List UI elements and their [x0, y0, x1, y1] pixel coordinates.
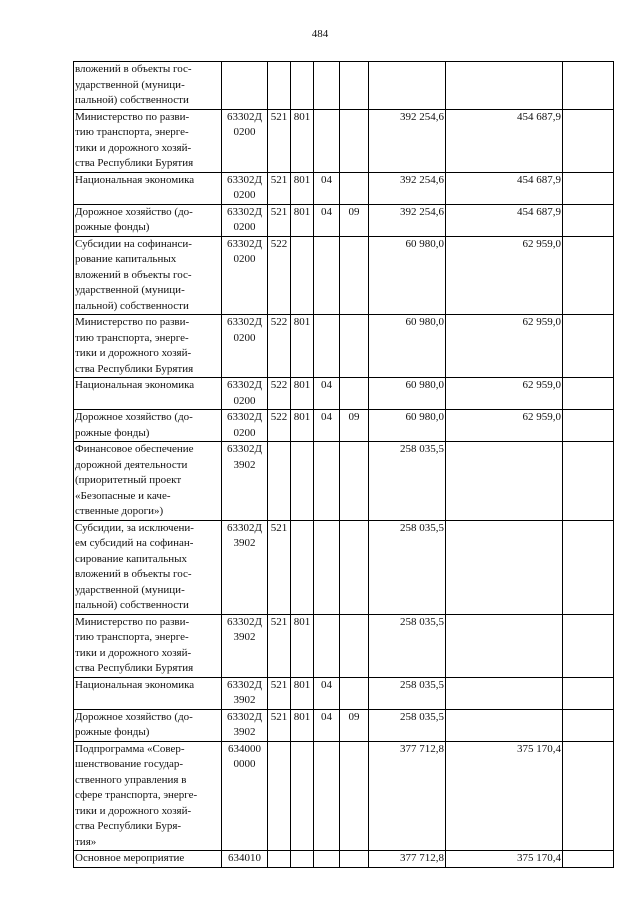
target-code-cell	[222, 204, 268, 236]
target-code-line: 0200	[233, 189, 256, 201]
amount-year2-cell: 454 687,9	[446, 172, 563, 204]
row-name-line: тики и дорожного хозяй-	[75, 347, 192, 359]
expense-type-cell: 521	[268, 204, 291, 236]
row-name-line: ственного управления в	[75, 773, 187, 786]
row-name-line: дорожной деятельности	[75, 458, 188, 471]
target-code-cell	[222, 410, 268, 442]
ministry-code-cell: 801	[291, 315, 314, 378]
target-code-line: 3902	[233, 694, 256, 706]
ministry-code-cell	[291, 442, 314, 521]
amount-year3-cell	[563, 741, 614, 851]
expense-type-cell	[268, 62, 291, 110]
subsection-cell	[340, 677, 369, 709]
row-name-line: тики и дорожного хозяй-	[75, 804, 192, 817]
amount-year3-cell	[563, 172, 614, 204]
row-name-line: Национальная экономика	[75, 678, 195, 691]
subsection-cell	[340, 851, 369, 868]
row-name-line: пальной) собственности	[75, 94, 189, 106]
target-code-cell	[222, 109, 268, 172]
row-name-line: тики и дорожного хозяй-	[75, 646, 192, 659]
table-row	[74, 236, 614, 315]
ministry-code-cell: 801	[291, 410, 314, 442]
expense-type-cell: 521	[268, 109, 291, 172]
amount-year2-cell: 62 959,0	[446, 236, 563, 315]
ministry-code-cell: 801	[291, 709, 314, 741]
ministry-code-cell: 801	[291, 109, 314, 172]
row-name-line: ударственной (муници-	[75, 583, 185, 596]
amount-year2-cell: 62 959,0	[446, 410, 563, 442]
amount-year1-cell: 258 035,5	[369, 709, 446, 741]
subsection-cell	[340, 378, 369, 410]
row-name-line: Министерство по разви-	[75, 316, 190, 328]
row-name-line: Национальная экономика	[75, 379, 195, 391]
row-name-line: Дорожное хозяйство (до-	[75, 411, 193, 423]
row-name-line: рожные фонды)	[75, 726, 150, 738]
amount-year1-cell: 258 035,5	[369, 677, 446, 709]
ministry-code-cell: 801	[291, 172, 314, 204]
subsection-cell	[340, 315, 369, 378]
target-code-line: 0200	[233, 426, 256, 439]
table-row	[74, 109, 614, 172]
row-name-line: тики и дорожного хозяй-	[75, 141, 192, 154]
row-name-line: «Безопасные и каче-	[75, 489, 171, 502]
expense-type-cell: 522	[268, 410, 291, 442]
ministry-code-cell: 801	[291, 378, 314, 410]
amount-year2-cell	[446, 442, 563, 521]
table-row	[74, 520, 614, 614]
table-row	[74, 709, 614, 741]
target-code-line: 63302Д	[226, 678, 262, 691]
subsection-cell	[340, 109, 369, 172]
amount-year2-cell: 375 170,4	[446, 741, 563, 851]
expense-type-cell: 521	[268, 172, 291, 204]
target-code-cell	[222, 741, 268, 851]
section-cell	[314, 315, 340, 378]
table-row	[74, 410, 614, 442]
section-cell	[314, 741, 340, 851]
target-code-cell	[222, 442, 268, 521]
row-name-line: ственные дороги»)	[75, 505, 164, 517]
subsection-cell	[340, 614, 369, 677]
row-name-line: тию транспорта, энерге-	[75, 126, 189, 138]
row-name-line: вложений в объекты гос-	[75, 268, 192, 281]
amount-year3-cell	[563, 315, 614, 378]
amount-year3-cell	[563, 442, 614, 521]
amount-year2-cell	[446, 520, 563, 614]
table-row	[74, 851, 614, 868]
amount-year1-cell: 392 254,6	[369, 204, 446, 236]
row-name-line: Министерство по разви-	[75, 615, 190, 628]
row-name-cell	[74, 410, 222, 442]
expense-type-cell	[268, 442, 291, 521]
target-code-line: 3902	[233, 726, 256, 738]
section-cell	[314, 236, 340, 315]
expense-type-cell: 521	[268, 709, 291, 741]
row-name-line: Подпрограмма «Совер-	[75, 742, 185, 755]
amount-year3-cell	[563, 614, 614, 677]
row-name-line: шенствование государ-	[75, 758, 184, 770]
row-name-line: пальной) собственности	[75, 299, 189, 312]
row-name-line: Основное мероприятие	[75, 852, 185, 864]
row-name-line: тию транспорта, энерге-	[75, 631, 189, 643]
ministry-code-cell: 801	[291, 614, 314, 677]
row-name-line: тию транспорта, энерге-	[75, 331, 189, 344]
subsection-cell: 09	[340, 204, 369, 236]
expense-type-cell: 522	[268, 378, 291, 410]
row-name-line: ударственной (муници-	[75, 284, 185, 296]
subsection-cell: 09	[340, 410, 369, 442]
target-code-line: 3902	[233, 458, 256, 471]
row-name-line: ства Республики Буря-	[75, 820, 182, 832]
amount-year2-cell: 62 959,0	[446, 378, 563, 410]
row-name-line: ем субсидий на софинан-	[75, 537, 194, 549]
row-name-line: Финансовое обеспечение	[75, 443, 194, 455]
amount-year1-cell: 60 980,0	[369, 410, 446, 442]
row-name-line: Национальная экономика	[75, 173, 195, 186]
row-name-cell	[74, 677, 222, 709]
row-name-line: тия»	[75, 835, 97, 848]
row-name-cell	[74, 851, 222, 868]
ministry-code-cell: 801	[291, 677, 314, 709]
target-code-line: 63302Д	[226, 521, 262, 534]
expense-type-cell	[268, 851, 291, 868]
table-row	[74, 442, 614, 521]
row-name-line: ства Республики Бурятия	[75, 662, 194, 674]
amount-year1-cell: 377 712,8	[369, 741, 446, 851]
table-row	[74, 315, 614, 378]
amount-year1-cell: 392 254,6	[369, 172, 446, 204]
row-name-line: Дорожное хозяйство (до-	[75, 710, 193, 723]
row-name-line: вложений в объекты гос-	[75, 63, 192, 75]
target-code-line: 63302Д	[226, 411, 262, 423]
target-code-line: 0200	[233, 253, 256, 265]
target-code-cell	[222, 62, 268, 110]
target-code-line: 3902	[233, 537, 256, 549]
amount-year2-cell	[446, 709, 563, 741]
row-name-line: рожные фонды)	[75, 426, 150, 439]
section-cell	[314, 520, 340, 614]
target-code-line: 634000	[228, 742, 261, 755]
section-cell	[314, 62, 340, 110]
row-name-line: сирование капитальных	[75, 552, 187, 565]
amount-year1-cell	[369, 62, 446, 110]
row-name-cell	[74, 741, 222, 851]
subsection-cell	[340, 236, 369, 315]
table-row	[74, 677, 614, 709]
amount-year1-cell: 392 254,6	[369, 109, 446, 172]
table-row	[74, 172, 614, 204]
row-name-cell	[74, 204, 222, 236]
target-code-line: 63302Д	[226, 615, 262, 628]
row-name-line: сфере транспорта, энерге-	[75, 789, 198, 801]
section-cell	[314, 442, 340, 521]
target-code-line: 63302Д	[226, 710, 262, 723]
amount-year3-cell	[563, 204, 614, 236]
row-name-line: ства Республики Бурятия	[75, 362, 194, 375]
row-name-cell	[74, 109, 222, 172]
amount-year3-cell	[563, 62, 614, 110]
row-name-cell	[74, 378, 222, 410]
amount-year1-cell: 60 980,0	[369, 378, 446, 410]
target-code-cell	[222, 520, 268, 614]
target-code-cell	[222, 172, 268, 204]
subsection-cell	[340, 442, 369, 521]
row-name-cell	[74, 614, 222, 677]
amount-year3-cell	[563, 109, 614, 172]
target-code-cell	[222, 378, 268, 410]
expense-type-cell: 521	[268, 520, 291, 614]
subsection-cell	[340, 172, 369, 204]
amount-year1-cell: 377 712,8	[369, 851, 446, 868]
amount-year1-cell: 60 980,0	[369, 315, 446, 378]
target-code-line: 63302Д	[226, 316, 262, 328]
row-name-line: ства Республики Бурятия	[75, 157, 194, 169]
target-code-line: 63302Д	[226, 379, 262, 391]
row-name-line: вложений в объекты гос-	[75, 568, 192, 580]
target-code-line: 63302Д	[226, 173, 262, 186]
section-cell: 04	[314, 410, 340, 442]
ministry-code-cell	[291, 62, 314, 110]
table-row	[74, 62, 614, 110]
expense-type-cell: 522	[268, 315, 291, 378]
target-code-line: 63302Д	[226, 443, 262, 455]
section-cell: 04	[314, 172, 340, 204]
section-cell: 04	[314, 709, 340, 741]
amount-year1-cell: 258 035,5	[369, 614, 446, 677]
amount-year1-cell: 60 980,0	[369, 236, 446, 315]
expense-type-cell: 521	[268, 677, 291, 709]
section-cell	[314, 851, 340, 868]
row-name-cell	[74, 442, 222, 521]
section-cell: 04	[314, 378, 340, 410]
amount-year2-cell: 454 687,9	[446, 109, 563, 172]
amount-year3-cell	[563, 677, 614, 709]
expense-type-cell: 522	[268, 236, 291, 315]
row-name-line: ударственной (муници-	[75, 78, 185, 91]
target-code-line: 0200	[233, 126, 256, 138]
target-code-cell	[222, 236, 268, 315]
row-name-line: Дорожное хозяйство (до-	[75, 205, 193, 218]
target-code-cell	[222, 709, 268, 741]
amount-year2-cell	[446, 677, 563, 709]
section-cell	[314, 614, 340, 677]
section-cell: 04	[314, 204, 340, 236]
row-name-cell	[74, 709, 222, 741]
target-code-cell	[222, 614, 268, 677]
target-code-cell	[222, 677, 268, 709]
amount-year3-cell	[563, 709, 614, 741]
table-row	[74, 614, 614, 677]
amount-year1-cell: 258 035,5	[369, 520, 446, 614]
target-code-cell	[222, 315, 268, 378]
row-name-line: Министерство по разви-	[75, 110, 190, 123]
target-code-cell	[222, 851, 268, 868]
table-row	[74, 378, 614, 410]
table-row	[74, 204, 614, 236]
ministry-code-cell	[291, 741, 314, 851]
row-name-line: пальной) собственности	[75, 599, 189, 611]
amount-year3-cell	[563, 236, 614, 315]
subsection-cell: 09	[340, 709, 369, 741]
target-code-line: 0200	[233, 331, 256, 344]
section-cell: 04	[314, 677, 340, 709]
amount-year2-cell	[446, 62, 563, 110]
ministry-code-cell	[291, 851, 314, 868]
ministry-code-cell	[291, 236, 314, 315]
target-code-line: 63302Д	[226, 110, 262, 123]
row-name-line: Субсидии, за исключени-	[75, 521, 194, 534]
page-number: 484	[311, 28, 329, 40]
subsection-cell	[340, 520, 369, 614]
target-code-line: 634010	[228, 852, 261, 864]
section-cell	[314, 109, 340, 172]
subsection-cell	[340, 741, 369, 851]
budget-table	[73, 61, 614, 868]
amount-year1-cell: 258 035,5	[369, 442, 446, 521]
expense-type-cell	[268, 741, 291, 851]
ministry-code-cell: 801	[291, 204, 314, 236]
amount-year3-cell	[563, 851, 614, 868]
target-code-line: 0000	[233, 758, 256, 770]
row-name-line: (приоритетный проект	[75, 474, 182, 486]
amount-year2-cell	[446, 614, 563, 677]
amount-year3-cell	[563, 520, 614, 614]
row-name-cell	[74, 520, 222, 614]
table-row	[74, 741, 614, 851]
amount-year2-cell: 454 687,9	[446, 204, 563, 236]
row-name-cell	[74, 315, 222, 378]
ministry-code-cell	[291, 520, 314, 614]
row-name-cell	[74, 62, 222, 110]
row-name-cell	[74, 236, 222, 315]
target-code-line: 63302Д	[226, 205, 262, 218]
row-name-line: рожные фонды)	[75, 221, 150, 233]
amount-year2-cell: 375 170,4	[446, 851, 563, 868]
row-name-cell	[74, 172, 222, 204]
amount-year3-cell	[563, 410, 614, 442]
amount-year3-cell	[563, 378, 614, 410]
subsection-cell	[340, 62, 369, 110]
target-code-line: 0200	[233, 221, 256, 233]
target-code-line: 0200	[233, 394, 256, 407]
target-code-line: 63302Д	[226, 237, 262, 250]
amount-year2-cell: 62 959,0	[446, 315, 563, 378]
target-code-line: 3902	[233, 631, 256, 643]
row-name-line: рование капитальных	[75, 253, 177, 265]
row-name-line: Субсидии на софинанси-	[75, 237, 192, 250]
expense-type-cell: 521	[268, 614, 291, 677]
